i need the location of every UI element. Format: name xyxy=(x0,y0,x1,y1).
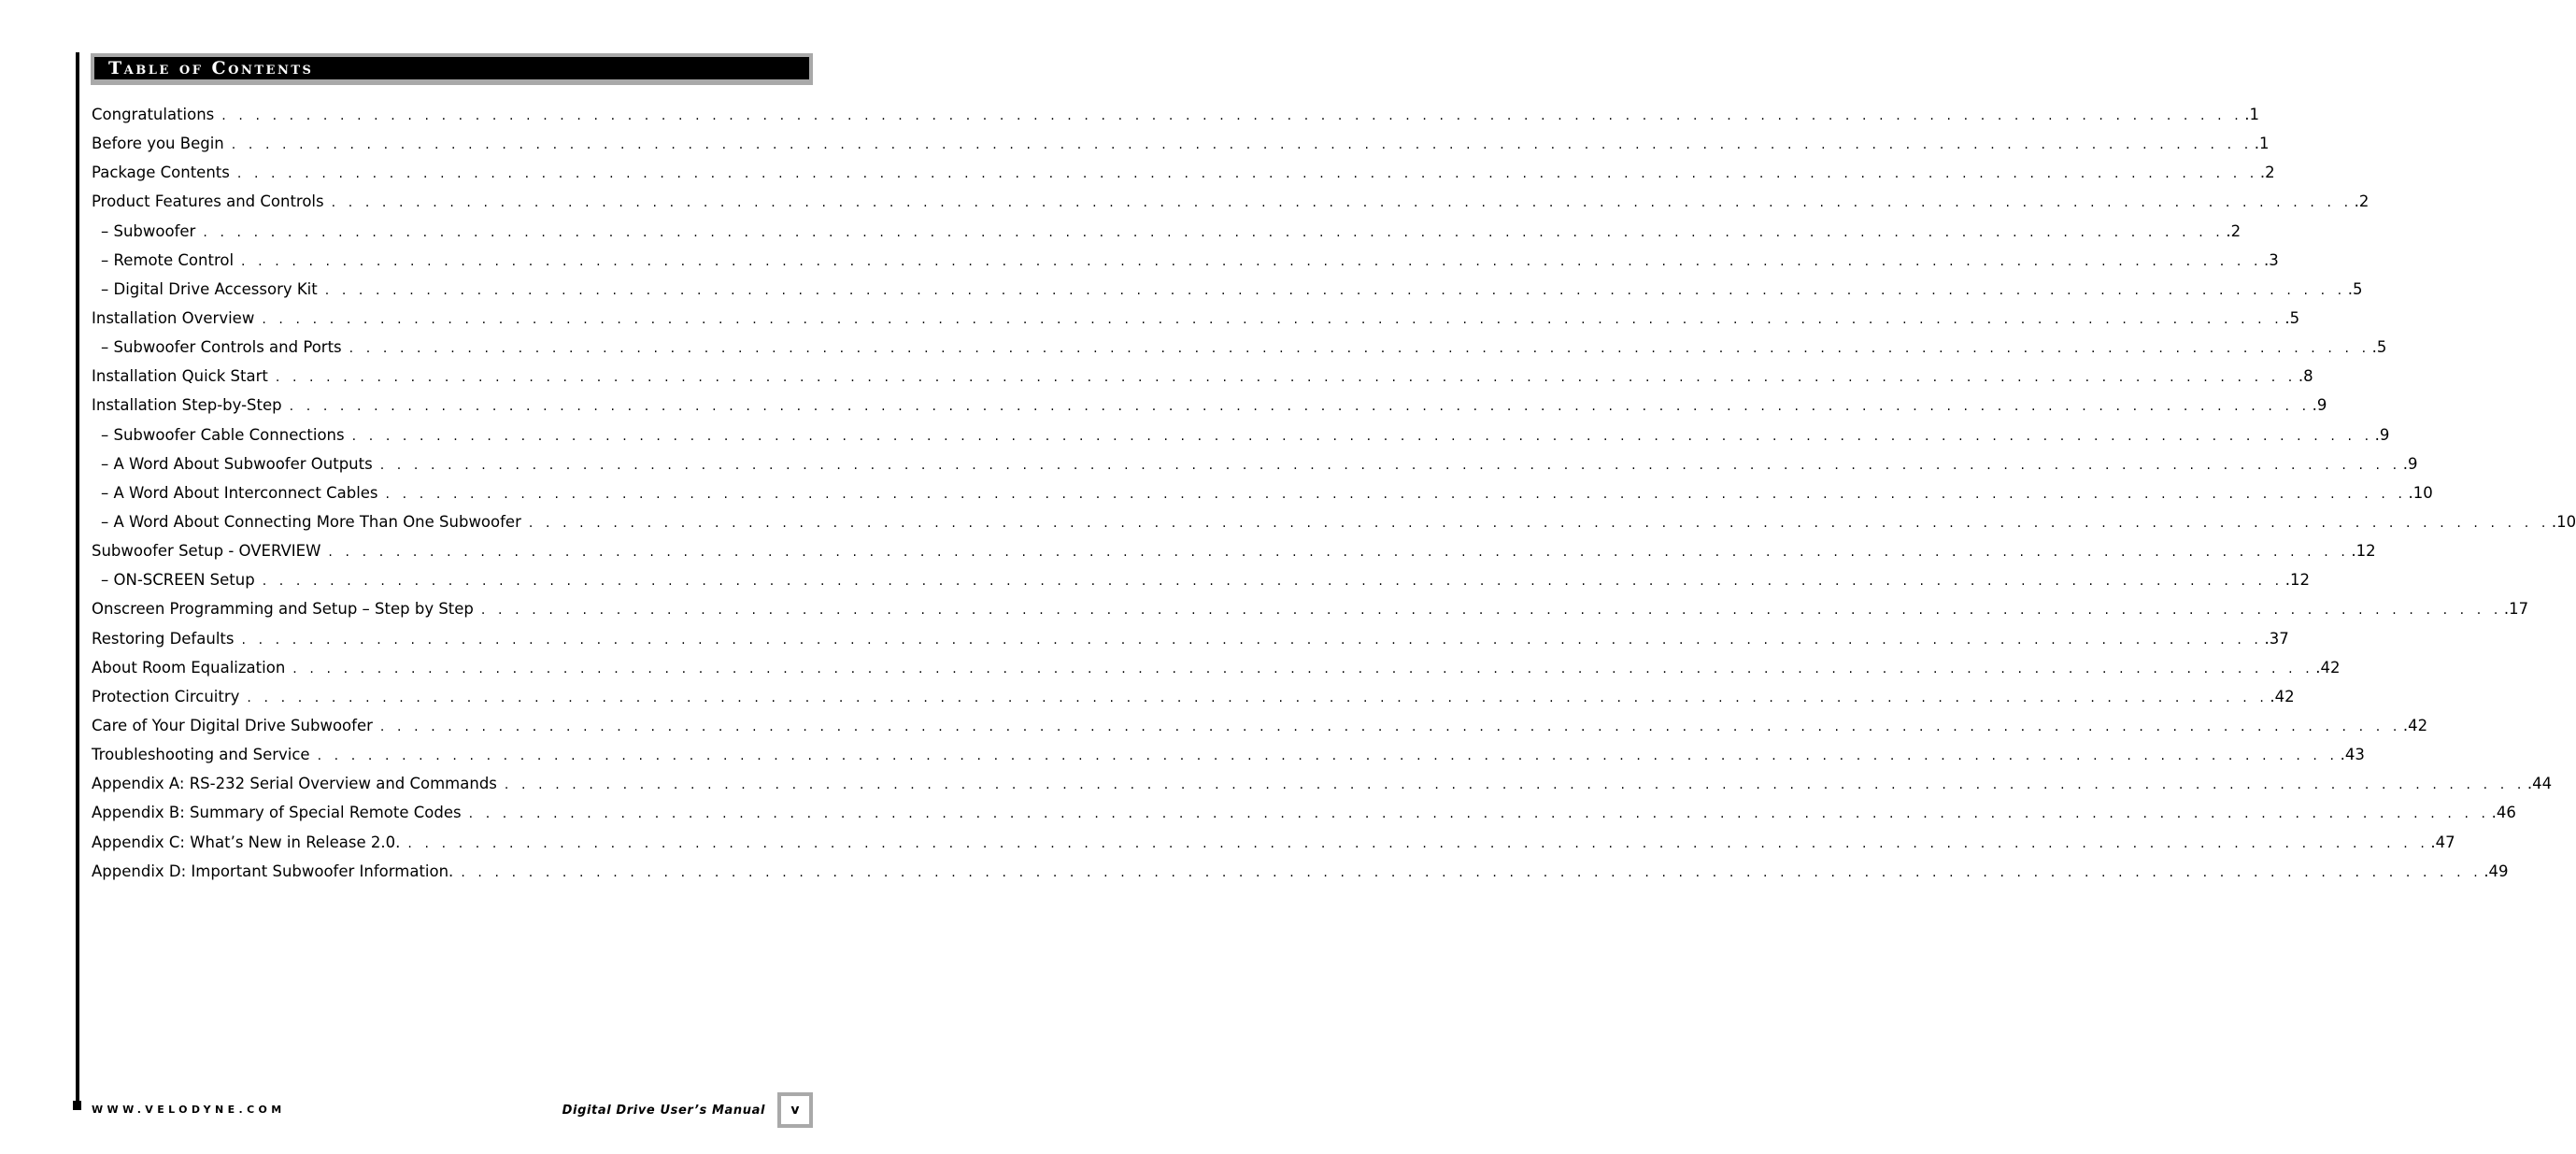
toc-entry-page: .1 xyxy=(2254,135,2270,153)
toc-entry-title: – Subwoofer Cable Connections xyxy=(101,425,345,444)
toc-entry-title: Package Contents xyxy=(92,164,230,182)
toc-subentry[interactable] xyxy=(92,220,2242,249)
toc-entry-title: Installation Overview xyxy=(92,308,255,327)
toc-subentry[interactable] xyxy=(92,568,2310,597)
toc-entry-page: .5 xyxy=(2371,338,2387,357)
dot-leader: . . . . . . . . . . . . . . . . . . . . . . . . . . . . . . . . . . . . . . . . . . . . . . . . . . . . . . . . . . . . . . . . . . . . . . . . . . . . . . . . . . . . . . . . . . . . . . . . . . . . . . . . . . . . . . . . . . . . . . . . xyxy=(317,748,2339,764)
page-number: v xyxy=(781,1096,809,1124)
toc-entry-page: .42 xyxy=(2270,687,2295,705)
toc-entry-page: .5 xyxy=(2347,279,2363,298)
toc-entry[interactable] xyxy=(92,627,2289,656)
dot-leader: . . . . . . . . . . . . . . . . . . . . . . . . . . . . . . . . . . . . . . . . . . . . . . . . . . . . . . . . . . . . . . . . . . . . . . . . . . . . . . . . . . . . . . . . . . . . . . . . . . . . . . . . . . . . . . . . . . . . . . . . xyxy=(236,166,2258,182)
page-number-box xyxy=(777,1092,813,1128)
toc-entry[interactable] xyxy=(92,306,2300,335)
dot-leader: . . . . . . . . . . . . . . . . . . . . . . . . . . . . . . . . . . . . . . . . . . . . . . . . . . . . . . . . . . . . . . . . . . . . . . . . . . . . . . . . . . . . . . . . . . . . . . . . . . . . . . . . . . . . . . . . . . . . . . . . xyxy=(328,545,2350,561)
toc-entry-title: – Digital Drive Accessory Kit xyxy=(101,279,318,298)
toc-entry-title: Care of Your Digital Drive Subwoofer xyxy=(92,716,373,734)
toc-entry-title: Onscreen Programming and Setup – Step by Step xyxy=(92,600,474,619)
dot-leader: . . . . . . . . . . . . . . . . . . . . . . . . . . . . . . . . . . . . . . . . . . . . . . . . . . . . . . . . . . . . . . . . . . . . . . . . . . . . . . . . . . . . . . . . . . . . . . . . . . . . . . . . . . . . . . . . . . . . . . . . xyxy=(289,399,2311,415)
toc-entry-page: .8 xyxy=(2298,367,2313,386)
dot-leader: . . . . . . . . . . . . . . . . . . . . . . . . . . . . . . . . . . . . . . . . . . . . . . . . . . . . . . . . . . . . . . . . . . . . . . . . . . . . . . . . . . . . . . . . . . . . . . . . . . . . . . . . . . . . . . . . . . . . . . . . xyxy=(292,661,2314,677)
toc-entry-title: – A Word About Connecting More Than One Subwoofer xyxy=(101,512,521,531)
toc-entry-page: .12 xyxy=(2284,571,2310,590)
toc-entry[interactable] xyxy=(92,161,2275,190)
left-margin-rule xyxy=(76,52,79,1110)
footer-website: WWW.VELODYNE.COM xyxy=(92,1104,286,1116)
toc-entry-title: Troubleshooting and Service xyxy=(92,746,310,764)
dot-leader: . . . . . . . . . . . . . . . . . . . . . . . . . . . . . . . . . . . . . . . . . . . . . . . . . . . . . . . . . . . . . . . . . . . . . . . . . . . . . . . . . . . . . . . . . . . . . . . . . . . . . . . . . . . . . . . . . . . . . . . . xyxy=(385,486,2407,502)
toc-entry-title: Subwoofer Setup - OVERVIEW xyxy=(92,542,321,561)
toc-entry-page: .2 xyxy=(2259,164,2275,182)
toc-subentry[interactable] xyxy=(92,510,2576,539)
toc-entry-page: .2 xyxy=(2354,192,2370,211)
toc-entry-title: Appendix D: Important Subwoofer Information. xyxy=(92,862,454,880)
toc-entry-page: .10 xyxy=(2551,512,2576,531)
toc-entry-page: .9 xyxy=(2402,454,2418,473)
toc-entry-page: .1 xyxy=(2244,106,2260,123)
toc-entry-page: .9 xyxy=(2374,425,2390,444)
toc-subentry[interactable] xyxy=(92,452,2418,481)
toc-entry[interactable] xyxy=(92,801,2516,830)
toc-entry-page: .46 xyxy=(2491,804,2516,822)
dot-leader: . . . . . . . . . . . . . . . . . . . . . . . . . . . . . . . . . . . . . . . . . . . . . . . . . . . . . . . . . . . . . . . . . . . . . . . . . . . . . . . . . . . . . . . . . . . . . . . . . . . . . . . . . . . . . . . . . . . . . . . . xyxy=(275,370,2297,386)
toc-entry[interactable] xyxy=(92,772,2553,801)
toc-subentry[interactable] xyxy=(92,481,2433,510)
toc-entry[interactable] xyxy=(92,190,2370,219)
toc-entry-title: – A Word About Interconnect Cables xyxy=(101,483,378,502)
toc-entry-title: About Room Equalization xyxy=(92,658,286,677)
dot-leader: . . . . . . . . . . . . . . . . . . . . . . . . . . . . . . . . . . . . . . . . . . . . . . . . . . . . . . . . . . . . . . . . . . . . . . . . . . . . . . . . . . . . . . . . . . . . . . . . . . . . . . . . . . . . . . . . . . . . . . . . xyxy=(221,108,2243,123)
toc-entry-title: – Remote Control xyxy=(101,250,235,269)
toc-entry[interactable] xyxy=(92,597,2529,626)
toc-entry-title: Congratulations xyxy=(92,106,215,123)
toc-entry-title: Protection Circuitry xyxy=(92,687,240,705)
toc-entry-title: Restoring Defaults xyxy=(92,629,235,648)
toc-entry-title: – ON-SCREEN Setup xyxy=(101,571,255,590)
toc-subentry[interactable] xyxy=(92,335,2387,364)
toc-entry[interactable] xyxy=(92,860,2509,889)
toc-entry[interactable] xyxy=(92,685,2295,714)
toc-entry-page: .17 xyxy=(2503,600,2529,619)
toc-entry-page: .44 xyxy=(2526,775,2553,793)
toc-entry-page: .9 xyxy=(2312,396,2327,415)
toc-entry-title: – A Word About Subwoofer Outputs xyxy=(101,454,373,473)
toc-entry-page: .49 xyxy=(2483,862,2509,880)
dot-leader: . . . . . . . . . . . . . . . . . . . . . . . . . . . . . . . . . . . . . . . . . . . . . . . . . . . . . . . . . . . . . . . . . . . . . . . . . . . . . . . . . . . . . . . . . . . . . . . . . . . . . . . . . . . . . . . . . . . . . . . . xyxy=(480,603,2502,619)
toc-entry-page: .3 xyxy=(2264,250,2279,269)
toc-entry[interactable] xyxy=(92,539,2376,568)
table-of-contents-list xyxy=(92,103,2576,889)
toc-entry[interactable] xyxy=(92,743,2365,772)
toc-entry-title: Installation Step-by-Step xyxy=(92,396,282,415)
toc-entry-title: – Subwoofer xyxy=(101,221,196,240)
dot-leader: . . . . . . . . . . . . . . . . . . . . . . . . . . . . . . . . . . . . . . . . . . . . . . . . . . . . . . . . . . . . . . . . . . . . . . . . . . . . . . . . . . . . . . . . . . . . . . . . . . . . . . . . . . . . . . . . . . . . . . . . xyxy=(379,457,2401,473)
toc-entry-title: Appendix B: Summary of Special Remote Codes xyxy=(92,804,462,822)
page-title: Table of Contents xyxy=(108,58,314,78)
dot-leader: . . . . . . . . . . . . . . . . . . . . . . . . . . . . . . . . . . . . . . . . . . . . . . . . . . . . . . . . . . . . . . . . . . . . . . . . . . . . . . . . . . . . . . . . . . . . . . . . . . . . . . . . . . . . . . . . . . . . . . . . xyxy=(379,719,2401,734)
toc-entry[interactable] xyxy=(92,393,2327,422)
toc-entry-page: .2 xyxy=(2226,221,2242,240)
toc-entry-title: Appendix A: RS-232 Serial Overview and Commands xyxy=(92,775,497,793)
dot-leader: . . . . . . . . . . . . . . . . . . . . . . . . . . . . . . . . . . . . . . . . . . . . . . . . . . . . . . . . . . . . . . . . . . . . . . . . . . . . . . . . . . . . . . . . . . . . . . . . . . . . . . . . . . . . . . . . . . . . . . . . xyxy=(349,341,2370,357)
dot-leader: . . . . . . . . . . . . . . . . . . . . . . . . . . . . . . . . . . . . . . . . . . . . . . . . . . . . . . . . . . . . . . . . . . . . . . . . . . . . . . . . . . . . . . . . . . . . . . . . . . . . . . . . . . . . . . . . . . . . . . . . xyxy=(528,515,2550,531)
dot-leader: . . . . . . . . . . . . . . . . . . . . . . . . . . . . . . . . . . . . . . . . . . . . . . . . . . . . . . . . . . . . . . . . . . . . . . . . . . . . . . . . . . . . . . . . . . . . . . . . . . . . . . . . . . . . . . . . . . . . . . . . xyxy=(504,777,2526,793)
dot-leader: . . . . . . . . . . . . . . . . . . . . . . . . . . . . . . . . . . . . . . . . . . . . . . . . . . . . . . . . . . . . . . . . . . . . . . . . . . . . . . . . . . . . . . . . . . . . . . . . . . . . . . . . . . . . . . . . . . . . . . . . xyxy=(407,835,2429,851)
margin-rule-terminator xyxy=(73,1101,81,1110)
dot-leader: . . . . . . . . . . . . . . . . . . . . . . . . . . . . . . . . . . . . . . . . . . . . . . . . . . . . . . . . . . . . . . . . . . . . . . . . . . . . . . . . . . . . . . . . . . . . . . . . . . . . . . . . . . . . . . . . . . . . . . . . xyxy=(247,690,2269,705)
toc-entry[interactable] xyxy=(92,132,2270,161)
toc-entry[interactable] xyxy=(92,656,2341,685)
toc-entry[interactable] xyxy=(92,364,2313,393)
dot-leader: . . . . . . . . . . . . . . . . . . . . . . . . . . . . . . . . . . . . . . . . . . . . . . . . . . . . . . . . . . . . . . . . . . . . . . . . . . . . . . . . . . . . . . . . . . . . . . . . . . . . . . . . . . . . . . . . . . . . . . . . xyxy=(241,632,2263,648)
toc-entry-page: .10 xyxy=(2408,483,2433,502)
toc-entry-title: Appendix C: What’s New in Release 2.0. xyxy=(92,833,401,851)
toc-entry-page: .42 xyxy=(2315,658,2341,677)
footer-manual-title: Digital Drive User’s Manual xyxy=(562,1104,765,1118)
toc-entry[interactable] xyxy=(92,714,2428,743)
toc-subentry[interactable] xyxy=(92,249,2279,278)
toc-entry-title: – Subwoofer Controls and Ports xyxy=(101,338,342,357)
toc-entry-page: .5 xyxy=(2284,308,2300,327)
toc-entry-title: Installation Quick Start xyxy=(92,367,268,386)
toc-entry-page: .42 xyxy=(2402,716,2428,734)
dot-leader: . . . . . . . . . . . . . . . . . . . . . . . . . . . . . . . . . . . . . . . . . . . . . . . . . . . . . . . . . . . . . . . . . . . . . . . . . . . . . . . . . . . . . . . . . . . . . . . . . . . . . . . . . . . . . . . . . . . . . . . . xyxy=(324,282,2346,298)
dot-leader: . . . . . . . . . . . . . . . . . . . . . . . . . . . . . . . . . . . . . . . . . . . . . . . . . . . . . . . . . . . . . . . . . . . . . . . . . . . . . . . . . . . . . . . . . . . . . . . . . . . . . . . . . . . . . . . . . . . . . . . . xyxy=(231,137,2253,153)
dot-leader: . . . . . . . . . . . . . . . . . . . . . . . . . . . . . . . . . . . . . . . . . . . . . . . . . . . . . . . . . . . . . . . . . . . . . . . . . . . . . . . . . . . . . . . . . . . . . . . . . . . . . . . . . . . . . . . . . . . . . . . . xyxy=(203,224,2225,240)
toc-entry-title: Product Features and Controls xyxy=(92,192,324,211)
toc-entry[interactable] xyxy=(92,103,2260,132)
dot-leader: . . . . . . . . . . . . . . . . . . . . . . . . . . . . . . . . . . . . . . . . . . . . . . . . . . . . . . . . . . . . . . . . . . . . . . . . . . . . . . . . . . . . . . . . . . . . . . . . . . . . . . . . . . . . . . . . . . . . . . . . xyxy=(331,195,2353,211)
dot-leader: . . . . . . . . . . . . . . . . . . . . . . . . . . . . . . . . . . . . . . . . . . . . . . . . . . . . . . . . . . . . . . . . . . . . . . . . . . . . . . . . . . . . . . . . . . . . . . . . . . . . . . . . . . . . . . . . . . . . . . . . xyxy=(351,428,2373,444)
toc-entry-title: Before you Begin xyxy=(92,135,224,153)
toc-subentry[interactable] xyxy=(92,423,2390,452)
toc-entry-page: .43 xyxy=(2340,746,2365,764)
dot-leader: . . . . . . . . . . . . . . . . . . . . . . . . . . . . . . . . . . . . . . . . . . . . . . . . . . . . . . . . . . . . . . . . . . . . . . . . . . . . . . . . . . . . . . . . . . . . . . . . . . . . . . . . . . . . . . . . . . . . . . . . xyxy=(241,253,2263,269)
dot-leader: . . . . . . . . . . . . . . . . . . . . . . . . . . . . . . . . . . . . . . . . . . . . . . . . . . . . . . . . . . . . . . . . . . . . . . . . . . . . . . . . . . . . . . . . . . . . . . . . . . . . . . . . . . . . . . . . . . . . . . . . xyxy=(461,864,2483,880)
dot-leader: . . . . . . . . . . . . . . . . . . . . . . . . . . . . . . . . . . . . . . . . . . . . . . . . . . . . . . . . . . . . . . . . . . . . . . . . . . . . . . . . . . . . . . . . . . . . . . . . . . . . . . . . . . . . . . . . . . . . . . . . xyxy=(468,806,2490,822)
toc-entry-page: .47 xyxy=(2430,833,2455,851)
toc-title-panel xyxy=(94,57,809,79)
dot-leader: . . . . . . . . . . . . . . . . . . . . . . . . . . . . . . . . . . . . . . . . . . . . . . . . . . . . . . . . . . . . . . . . . . . . . . . . . . . . . . . . . . . . . . . . . . . . . . . . . . . . . . . . . . . . . . . . . . . . . . . . xyxy=(262,574,2284,590)
toc-entry-page: .12 xyxy=(2351,542,2376,561)
toc-subentry[interactable] xyxy=(92,278,2363,306)
dot-leader: . . . . . . . . . . . . . . . . . . . . . . . . . . . . . . . . . . . . . . . . . . . . . . . . . . . . . . . . . . . . . . . . . . . . . . . . . . . . . . . . . . . . . . . . . . . . . . . . . . . . . . . . . . . . . . . . . . . . . . . . xyxy=(262,311,2284,327)
toc-entry-page: .37 xyxy=(2264,629,2289,648)
toc-entry[interactable] xyxy=(92,831,2455,860)
toc-title-bar xyxy=(91,53,813,85)
